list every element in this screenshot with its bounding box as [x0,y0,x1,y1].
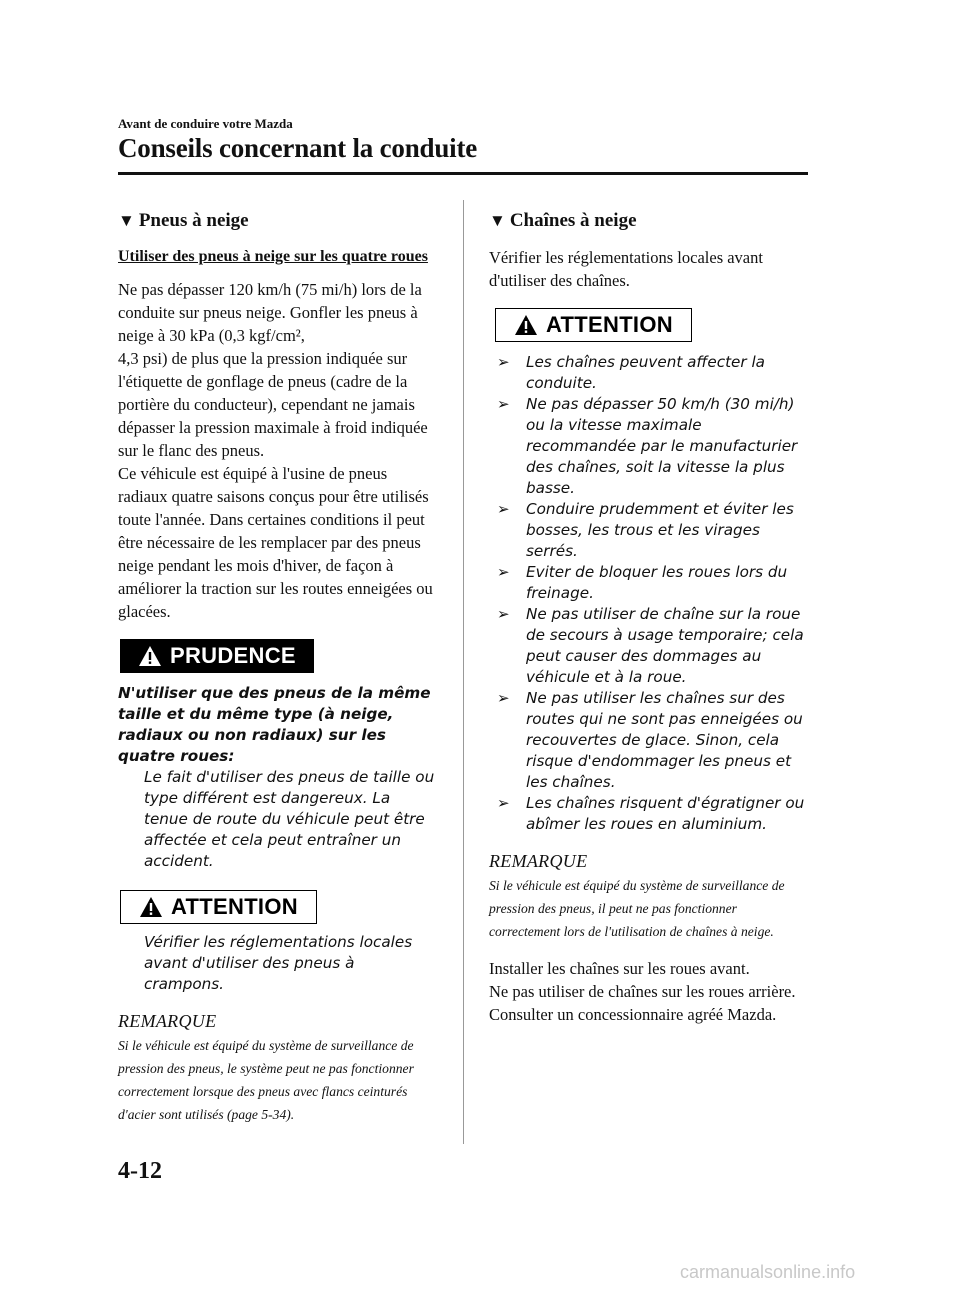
arrow-bullet-icon: ➢ [497,353,510,371]
triangle-down-icon: ▼ [118,211,135,230]
warning-icon [138,645,162,667]
page-title: Conseils concernant la conduite [118,133,478,163]
page-number: 4-12 [118,1158,162,1184]
section-heading-snow-chains [489,210,809,232]
list-item: ➢ Les chaînes risquent d'égratigner ou abîmer les roues en aluminium. [497,794,805,833]
list-item: ➢ Ne pas utiliser de chaîne sur la roue de secours à usage temporaire; cela peut causer des dommages au véhicule et à la roue. [497,605,804,686]
arrow-bullet-icon: ➢ [497,689,510,707]
chapter-subtitle: Avant de conduire votre Mazda [118,116,293,131]
arrow-bullet-icon: ➢ [497,500,510,518]
chains-warning-list [489,352,809,835]
prudence-banner [120,639,314,673]
header-rule [118,172,808,175]
warning-icon [139,896,163,918]
triangle-down-icon: ▼ [489,211,506,230]
list-item: ➢ Eviter de bloquer les roues lors du freinage. [497,563,788,602]
section-heading-snow-tires [118,210,438,232]
arrow-bullet-icon: ➢ [497,794,510,812]
attention-banner [120,890,317,924]
section-heading-text: Pneus à neige [138,210,249,231]
left-column [118,210,438,1126]
list-item: ➢ Ne pas utiliser les chaînes sur des routes qui ne sont pas enneigées ou recouvertes de glace. Sinon, cela risque d'endommager les pneus et les chaînes. [497,689,803,791]
paragraph: Ne pas dépasser 120 km/h (75 mi/h) lors de la conduite sur pneus neige. Gonfler les pneus à neige à 30 kPa (0,3 kgf/cm², [118,280,422,345]
warning-icon [514,314,538,336]
list-item: ➢ Conduire prudemment et éviter les bosses, les trous et les virages serrés. [497,500,794,560]
remarque-text: Si le véhicule est équipé du système de surveillance de pression des pneus, il peut ne pas fonctionner correctement lors de l'utilisation de chaînes à neige. [489,878,785,939]
chains-intro: Vérifier les réglementations locales avant d'utiliser des chaînes. [489,248,763,290]
prudence-label: PRUDENCE [170,643,296,668]
arrow-bullet-icon: ➢ [497,395,510,413]
footer-watermark: carmanualsonline.info [680,1262,856,1282]
remarque-text: Si le véhicule est équipé du système de surveillance de pression des pneus, le système peut ne pas fonctionner correctement lorsque des pneus avec flancs ceinturés d'acier sont utilisés (page 5-34). [118,1038,414,1122]
section-heading-text: Chaînes à neige [509,210,637,231]
paragraph: Ne pas utiliser de chaînes sur les roues arrière. [489,982,796,1001]
paragraph: Consulter un concessionnaire agréé Mazda. [489,1005,777,1024]
list-item: ➢ Ne pas dépasser 50 km/h (30 mi/h) ou la vitesse maximale recommandée par le manufacturier des chaînes, soit la vitesse la plus basse. [497,395,798,497]
attention-label: ATTENTION [171,894,298,919]
prudence-detail: Le fait d'utiliser des pneus de taille ou type différent est dangereux. La tenue de route du véhicule peut être affectée et cela peut entraîner un accident. [144,768,435,870]
prudence-lead: N'utiliser que des pneus de la même taille et du même type (à neige, radiaux ou non radiaux) sur les quatre roues: [118,684,431,765]
attention-text: Vérifier les réglementations locales avant d'utiliser des pneus à crampons. [144,933,413,993]
paragraph: Installer les chaînes sur les roues avant. [489,959,750,978]
paragraph: Ce véhicule est équipé à l'usine de pneus radiaux quatre saisons conçus pour être utilisés toute l'année. Dans certaines conditions il peut être nécessaire de les remplacer par des pneus neige pendant les mois d'hiver, de façon à améliorer la traction sur les routes enneigées ou glacées. [118,464,433,621]
remarque-heading: REMARQUE [489,851,588,871]
paragraph: 4,3 psi) de plus que la pression indiquée sur l'étiquette de gonflage de pneus (cadre de la portière du conducteur), cependant ne jamais dépasser la pression maximale à froid indiquée sur le flanc des pneus. [118,349,428,460]
attention-banner [495,308,692,342]
attention-label: ATTENTION [546,312,673,337]
right-column [489,210,809,1026]
arrow-bullet-icon: ➢ [497,563,510,581]
remarque-heading: REMARQUE [118,1011,217,1031]
arrow-bullet-icon: ➢ [497,605,510,623]
subheading-four-wheels: Utiliser des pneus à neige sur les quatre roues [118,248,428,265]
list-item: ➢ Les chaînes peuvent affecter la conduite. [497,353,765,392]
column-divider [463,200,464,1144]
